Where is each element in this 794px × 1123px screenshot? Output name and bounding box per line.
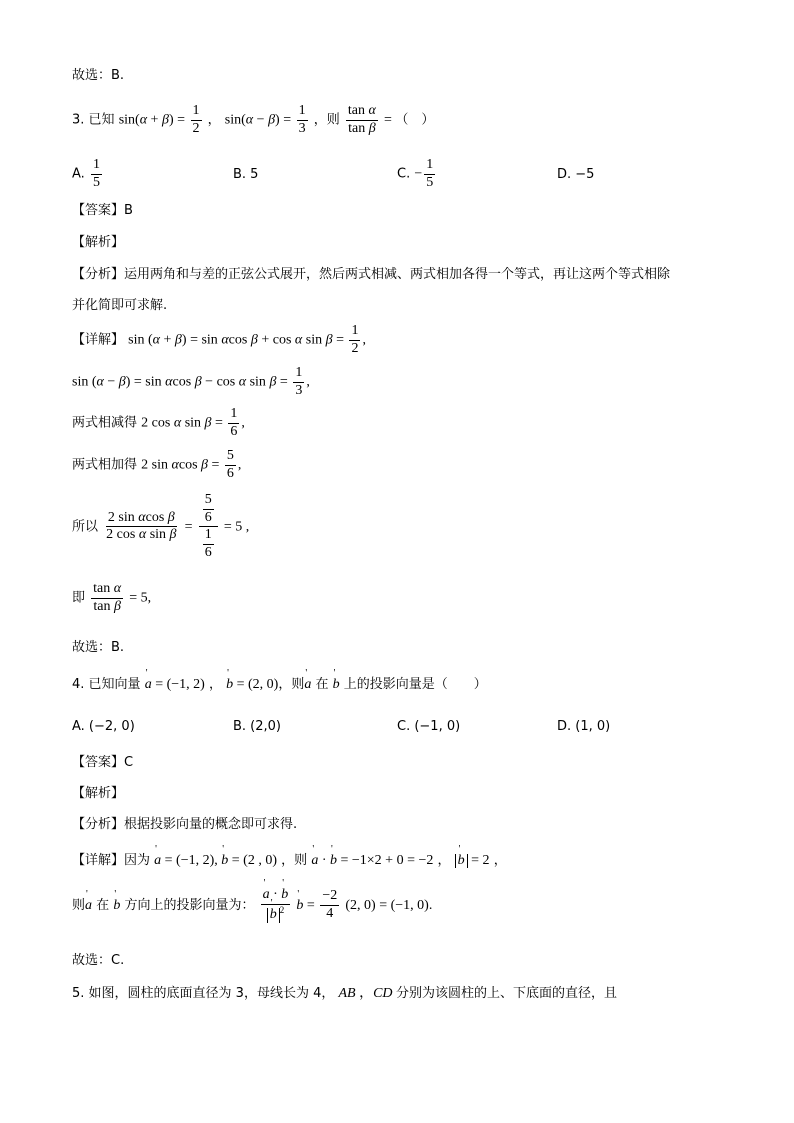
detail-line-4-2: 则' a 在 ' b 方向上的投影向量为： ' a · ' b ' b $^2$ ' b = $\frac{-2}{4}$ (2, 0) = (−1, 0). bbox=[72, 888, 432, 923]
answer-label-4: 【答案】C bbox=[72, 755, 134, 770]
question-5: 5. 如图，圆柱的底面直径为 3，母线长为 4， AB ，CD 分别为该圆柱的上、下底面的直径，且 bbox=[72, 986, 618, 1001]
option-c-4: C. (−1, 0) bbox=[397, 719, 461, 734]
option-a: A. $\frac{1}{5}$ bbox=[72, 157, 100, 190]
detail-line-2: sin (α − β) = sin αcos β − cos α sin β = $\frac{1}{3}$ , bbox=[72, 365, 310, 398]
detail-line-4: 两式相加得 2 sin αcos β = $\frac{5}{6}$ , bbox=[72, 448, 242, 481]
detail-line-6: 即 $\frac{\text{tan α}}{\text{tan β}}$ = 5, bbox=[72, 581, 152, 614]
option-c: C. − $\frac{1}{5}$ bbox=[397, 157, 434, 190]
answer-choice-prev: 故选：B. bbox=[72, 68, 125, 83]
detail-line-4-1: 【详解】因为 ' a = (−1, 2), ' b = (2 , 0) ，则 ' a · ' b = −1×2 + 0 = −2 ， ' b = 2 ， bbox=[72, 854, 507, 868]
option-b-4: B. (2,0) bbox=[233, 719, 282, 734]
option-d: D. −5 bbox=[557, 167, 595, 182]
question-4: 4. 已知向量 ' a = (−1, 2) ， ' b = (2, 0)，则' a 在 ' b 上的投影向量是（ ） bbox=[72, 678, 487, 692]
detail-line-1: 【详解】 sin (α + β) = sin αcos β + cos α sin β = $\frac{1}{2}$ , bbox=[72, 323, 366, 356]
analysis-text-4: 【分析】根据投影向量的概念即可求得. bbox=[72, 817, 298, 832]
analysis-label-4: 【解析】 bbox=[72, 786, 125, 801]
detail-line-5: 所以 $\frac{\text{2 sin αcos β}}{\text{2 cos α sin β}}$ = $\frac{\frac{5}{6}}{\frac{1}{6}}$ = 5 , bbox=[72, 492, 250, 561]
answer-choice-3: 故选：B. bbox=[72, 640, 125, 655]
question-3: 3. 已知 sin(α + β) = $\frac{1}{2}$ ， sin(α − β) = $\frac{1}{3}$ ，则 $\frac{\text{tan α}}{\text{tan β}}$ = （ ） bbox=[72, 103, 435, 136]
option-b: B. 5 bbox=[233, 167, 259, 182]
option-d-4: D. (1, 0) bbox=[557, 719, 611, 734]
analysis-text: 【分析】运用两角和与差的正弦公式展开，然后两式相减、两式相加各得一个等式，再让这两个等式相除 bbox=[72, 267, 671, 282]
detail-line-3: 两式相减得 2 cos α sin β = $\frac{1}{6}$ , bbox=[72, 406, 245, 439]
option-a-4: A. (−2, 0) bbox=[72, 719, 135, 734]
analysis-text-2: 并化简即可求解. bbox=[72, 298, 168, 313]
answer-choice-4: 故选：C. bbox=[72, 953, 125, 968]
analysis-label: 【解析】 bbox=[72, 235, 125, 250]
answer-label: 【答案】B bbox=[72, 203, 133, 218]
